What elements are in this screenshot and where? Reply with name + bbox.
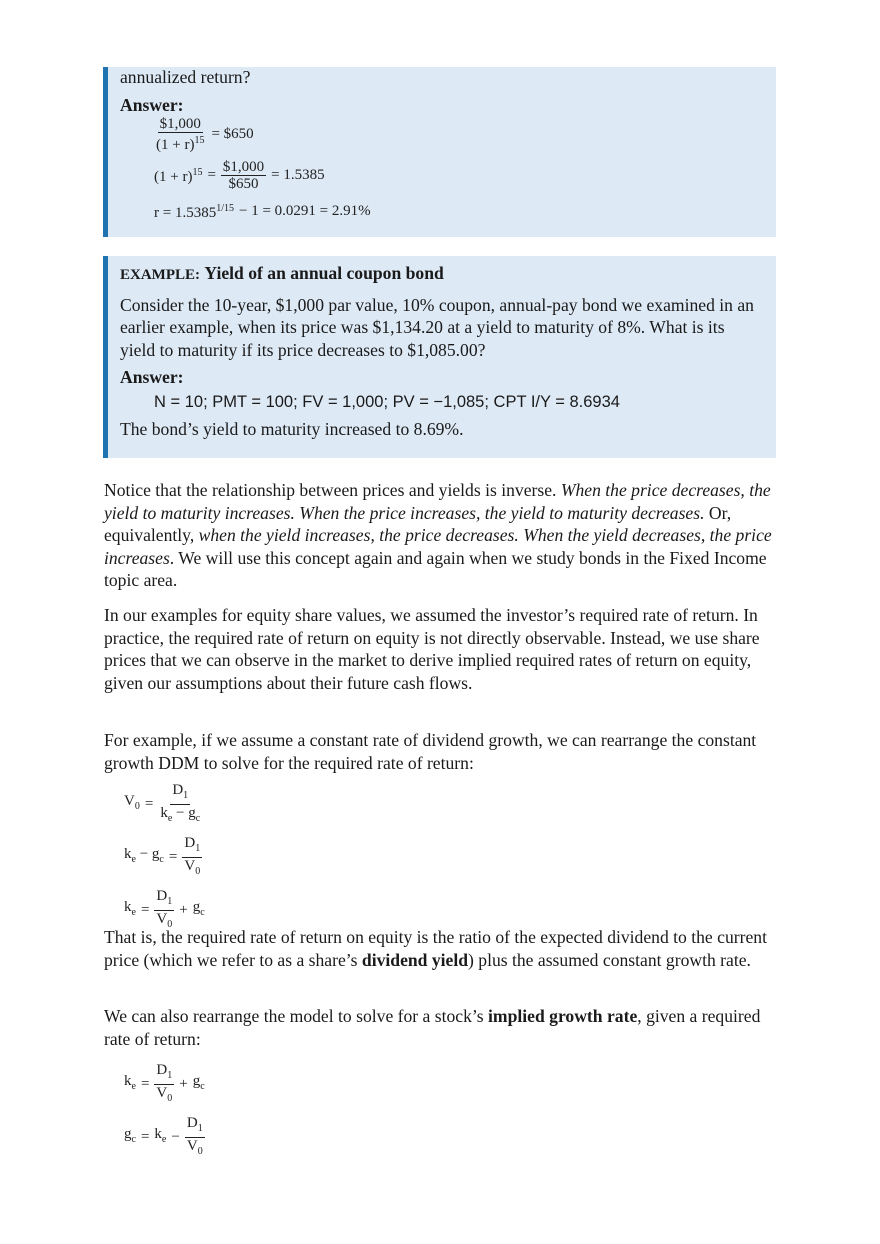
conclusion: The bond’s yield to maturity increased to 8.69%. (120, 418, 464, 439)
rhs: = 1.5385 (271, 167, 325, 184)
example-box-annualized-return (103, 67, 776, 237)
equals: = (207, 167, 216, 184)
question-tail: annualized return? (120, 67, 251, 87)
denominator: $(1 + r)^{15}$ (156, 135, 205, 154)
equation-ke-minus-gc: $k_e - g_c$ = $\frac{D_1}{V_0}$ (124, 835, 201, 877)
lhs: $r = 1.5385^{1/15}$ (154, 203, 234, 222)
answer-label: Answer: (120, 367, 184, 388)
paragraph-price-yield: Notice that the relationship between prices and yields is inverse. When the price decreases, the yield to maturity increases. When the price increases, the yield to maturity decreases. Or, equivalently, when the yield increases, the price decreases. When the yield decreases, the price increases. We will use this concept again and again when we study bonds in the Fixed Income topic area. (104, 480, 772, 591)
growth-equations (124, 1062, 205, 1166)
equation-v0: $V_0$ = $\frac{D_1}{k_e - g_c}$ (124, 782, 201, 824)
equation-ke: $k_e$ = $\frac{D_1}{V_0}$ + $g_c$ (124, 888, 205, 930)
answer-label: Answer: (120, 94, 184, 115)
example-question: Consider the 10-year, $1,000 par value, 10% coupon, annual-pay bond we examined in an earlier example, when its price was $1,134.20 at a yield to maturity of 8%. What is its yield to maturity if its price decreases to $1,085.00? (120, 294, 754, 360)
denominator: $650 (228, 176, 259, 193)
lhs: $(1 + r)^{15}$ (154, 167, 203, 186)
paragraph-constant-growth: For example, if we assume a constant rate of dividend growth, we can rearrange the constant growth DDM to solve for the required rate of return: (104, 730, 757, 773)
calculator-keystrokes: N = 10; PMT = 100; FV = 1,000; PV = −1,085; CPT I/Y = 8.6934 (154, 392, 620, 411)
ddm-equations (124, 782, 205, 939)
example-box-yield-coupon-bond (103, 256, 776, 458)
numerator: $1,000 (222, 159, 265, 176)
equation-3 (154, 198, 762, 225)
paragraph-implied-growth: We can also rearrange the model to solve for a stock’s implied growth rate, given a required rate of return: (104, 1006, 761, 1049)
equation-ke-2: $k_e$ = $\frac{D_1}{V_0}$ + $g_c$ (124, 1062, 205, 1104)
equation-1 (154, 116, 762, 153)
rhs: − 1 = 0.0291 = 2.91% (239, 203, 371, 220)
rhs: = $650 (211, 126, 254, 143)
numerator: $1,000 (159, 116, 201, 133)
paragraph-dividend-yield: That is, the required rate of return on equity is the ratio of the expected dividend to the current price (which we refer to as a share’s dividend yield) plus the assumed constant growth rate. (104, 927, 767, 970)
equation-2 (154, 159, 762, 192)
equation-gc: $g_c$ = $k_e$ − $\frac{D_1}{V_0}$ (124, 1115, 203, 1157)
example-heading: EXAMPLE: Yield of an annual coupon bond (120, 263, 444, 283)
paragraph-implied-return: In our examples for equity share values, we assumed the investor’s required rate of return. In practice, the required rate of return on equity is not directly observable. Instead, we use share prices that we can observe in the market to derive implied required rates of return on equity, given our assumptions about their future cash flows. (104, 605, 760, 693)
